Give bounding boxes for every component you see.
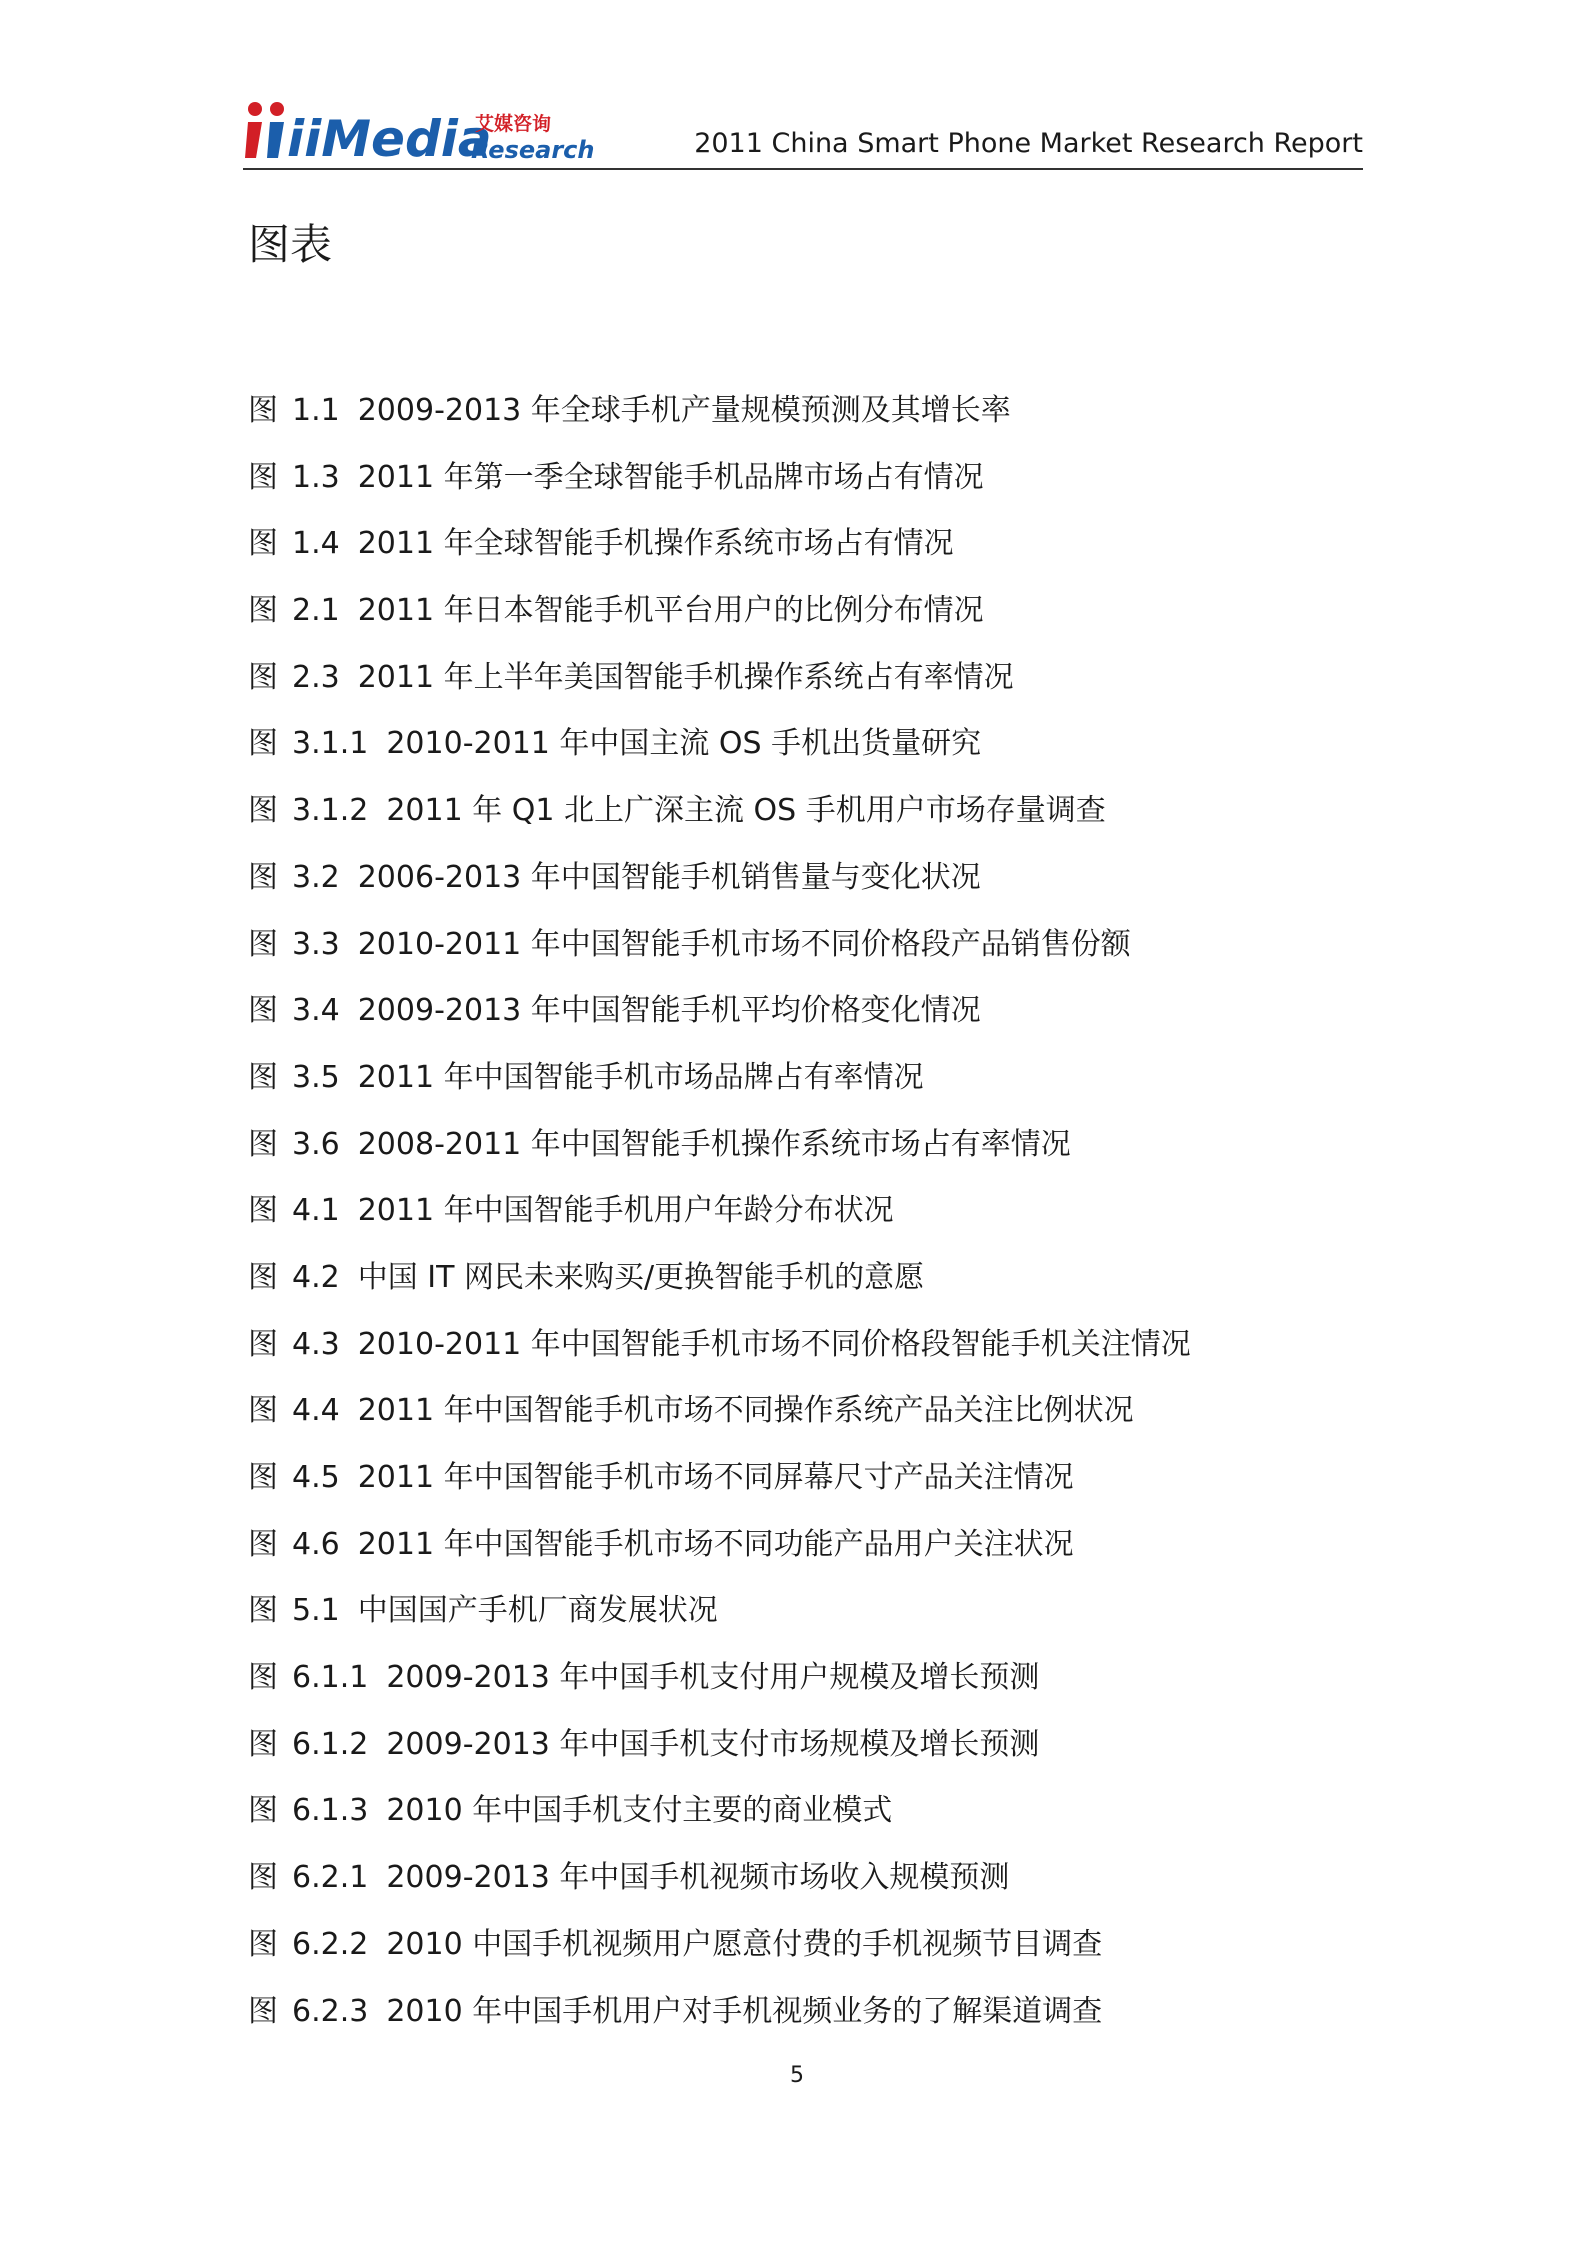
figure-title: 2010-2011 年中国智能手机市场不同价格段智能手机关注情况: [357, 1326, 1191, 1362]
figure-number: 6.1.2: [292, 1726, 369, 1762]
figure-list-item: [248, 978, 1368, 1045]
figure-list-item: [248, 1845, 1368, 1912]
figure-prefix: 图: [248, 726, 278, 762]
figure-number: 3.4: [292, 993, 340, 1029]
figure-list-item: [248, 1378, 1368, 1445]
figure-prefix: 图: [248, 659, 278, 695]
figure-number: 6.1.1: [292, 1660, 369, 1696]
figure-list-item: [248, 511, 1368, 578]
figure-list-item: [248, 1578, 1368, 1645]
figure-list-item: [248, 1045, 1368, 1112]
figure-title: 2010 年中国手机支付主要的商业模式: [386, 1793, 893, 1829]
figure-list-item: [248, 1178, 1368, 1245]
figure-list-item: [248, 645, 1368, 712]
figure-title: 2009-2013 年中国手机视频市场收入规模预测: [386, 1860, 1010, 1896]
figure-list-item: [248, 778, 1368, 845]
figure-list-item: [248, 578, 1368, 645]
page-header: [243, 90, 1363, 170]
figure-number: 2.1: [292, 593, 340, 629]
figure-title: 2011 年第一季全球智能手机品牌市场占有情况: [357, 459, 984, 495]
figure-title: 2011 年中国智能手机用户年龄分布状况: [357, 1193, 894, 1229]
figure-number: 6.1.3: [292, 1793, 369, 1829]
figure-title: 2006-2013 年中国智能手机销售量与变化状况: [357, 859, 981, 895]
figure-number: 4.1: [292, 1193, 340, 1229]
figure-title: 2011 年中国智能手机市场不同屏幕尺寸产品关注情况: [357, 1460, 1074, 1495]
figure-list-item: [248, 1712, 1368, 1779]
figure-title: 2010-2011 年中国主流 OS 手机出货量研究: [386, 726, 982, 762]
figure-list-item: [248, 1912, 1368, 1979]
figure-prefix: 图: [248, 1660, 278, 1696]
figure-list-item: [248, 1445, 1368, 1512]
figure-list-item: [248, 845, 1368, 912]
figure-number: 6.2.2: [292, 1926, 369, 1962]
figure-number: 4.5: [292, 1460, 340, 1495]
figure-title: 中国 IT 网民未来购买/更换智能手机的意愿: [357, 1259, 925, 1295]
page-heading: 图表: [248, 220, 333, 269]
report-title: 2011 China Smart Phone Market Research Report: [694, 128, 1363, 159]
figure-list-item: [248, 445, 1368, 512]
figure-number: 1.3: [292, 459, 340, 495]
figure-title: 2009-2013 年中国智能手机平均价格变化情况: [357, 993, 981, 1029]
figure-prefix: 图: [248, 1393, 278, 1429]
figure-prefix: 图: [248, 1726, 278, 1762]
figure-list-item: [248, 1245, 1368, 1312]
figure-list-item: [248, 711, 1368, 778]
figure-list-item: [248, 1512, 1368, 1579]
figure-prefix: 图: [248, 1460, 278, 1495]
figure-prefix: 图: [248, 859, 278, 895]
figure-prefix: 图: [248, 593, 278, 629]
figure-number: 3.6: [292, 1126, 340, 1162]
figure-prefix: 图: [248, 1593, 278, 1629]
figure-number: 3.3: [292, 926, 340, 962]
figure-number: 1.4: [292, 526, 340, 562]
figure-list-item: [248, 1979, 1368, 2046]
figure-title: 2010 年中国手机用户对手机视频业务的了解渠道调查: [386, 1993, 1103, 2029]
figure-title: 2011 年上半年美国智能手机操作系统占有率情况: [357, 659, 1014, 695]
figure-title: 2011 年中国智能手机市场不同操作系统产品关注比例状况: [357, 1393, 1134, 1429]
figure-prefix: 图: [248, 1193, 278, 1229]
iimedia-logo-mark: [243, 100, 595, 168]
figure-number: 6.2.1: [292, 1860, 369, 1896]
figure-list-item: [248, 1645, 1368, 1712]
figure-title: 2011 年中国智能手机市场品牌占有率情况: [357, 1059, 924, 1095]
figure-prefix: 图: [248, 793, 278, 829]
figure-title: 中国国产手机厂商发展状况: [357, 1593, 718, 1629]
figure-prefix: 图: [248, 1326, 278, 1362]
figure-list-item: [248, 1112, 1368, 1179]
figure-title: 2011 年日本智能手机平台用户的比例分布情况: [357, 593, 984, 629]
figure-title: 2008-2011 年中国智能手机操作系统市场占有率情况: [357, 1126, 1071, 1162]
figure-prefix: 图: [248, 1993, 278, 2029]
figure-prefix: 图: [248, 926, 278, 962]
figure-title: 2010 中国手机视频用户愿意付费的手机视频节目调查: [386, 1926, 1103, 1962]
figure-list-item: [248, 912, 1368, 979]
iimedia-logo: [243, 100, 595, 168]
figure-number: 4.3: [292, 1326, 340, 1362]
figure-title: 2009-2013 年中国手机支付市场规模及增长预测: [386, 1726, 1040, 1762]
figure-number: 2.3: [292, 659, 340, 695]
figure-title: 2011 年中国智能手机市场不同功能产品用户关注状况: [357, 1526, 1074, 1562]
figure-prefix: 图: [248, 393, 278, 428]
figure-number: 1.1: [292, 393, 340, 428]
figure-number: 3.1.2: [292, 793, 369, 829]
figure-number: 3.1.1: [292, 726, 369, 762]
figure-prefix: 图: [248, 1059, 278, 1095]
figure-list-item: [248, 378, 1368, 445]
figure-prefix: 图: [248, 1259, 278, 1295]
logo-wordmark: iiMedia: [287, 110, 492, 168]
figure-list: [248, 378, 1368, 2045]
figure-title: 2011 年全球智能手机操作系统市场占有情况: [357, 526, 954, 562]
figure-prefix: 图: [248, 1860, 278, 1896]
figure-title: 2010-2011 年中国智能手机市场不同价格段产品销售份额: [357, 926, 1131, 962]
logo-research-text: Research: [471, 136, 595, 164]
figure-list-item: [248, 1312, 1368, 1379]
figure-number: 6.2.3: [292, 1993, 369, 2029]
logo-cn-text: 艾媒咨询: [475, 113, 552, 135]
figure-number: 4.4: [292, 1393, 340, 1429]
figure-prefix: 图: [248, 459, 278, 495]
figure-number: 3.5: [292, 1059, 340, 1095]
figure-number: 4.6: [292, 1526, 340, 1562]
figure-title: 2009-2013 年中国手机支付用户规模及增长预测: [386, 1660, 1040, 1696]
figure-title: 2011 年 Q1 北上广深主流 OS 手机用户市场存量调查: [386, 793, 1106, 829]
figure-title: 2009-2013 年全球手机产量规模预测及其增长率: [357, 393, 1011, 428]
figure-prefix: 图: [248, 526, 278, 562]
figure-list-item: [248, 1778, 1368, 1845]
figure-prefix: 图: [248, 1926, 278, 1962]
figure-prefix: 图: [248, 993, 278, 1029]
figure-number: 5.1: [292, 1593, 340, 1629]
figure-prefix: 图: [248, 1793, 278, 1829]
figure-prefix: 图: [248, 1526, 278, 1562]
figure-number: 3.2: [292, 859, 340, 895]
page-number: 5: [790, 2063, 804, 2088]
header-rule: [243, 168, 1363, 170]
figure-number: 4.2: [292, 1259, 340, 1295]
figure-prefix: 图: [248, 1126, 278, 1162]
